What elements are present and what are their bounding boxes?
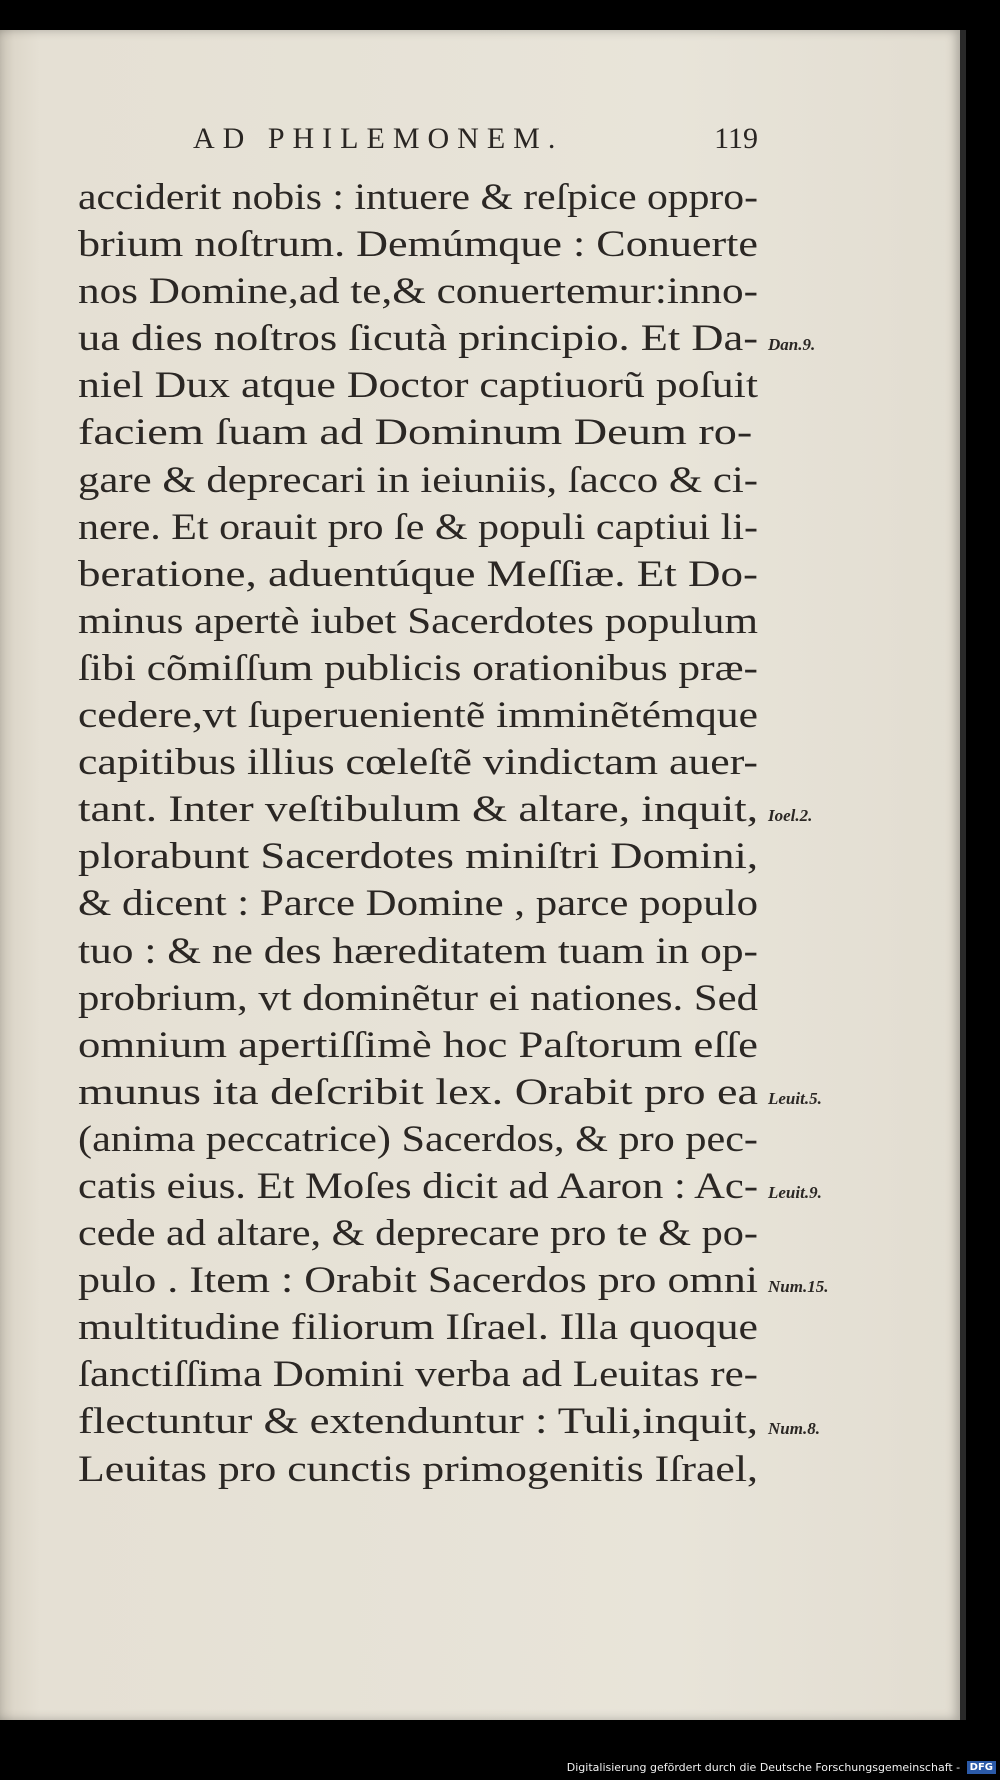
text-line-content: cedere,vt ſuperuenientẽ imminẽtémque: [78, 695, 758, 737]
text-line: [78, 268, 758, 315]
margin-note: Leuit.5.: [768, 1088, 822, 1108]
text-line: [78, 315, 758, 362]
text-line: [78, 174, 758, 221]
margin-note: Ioel.2.: [768, 806, 813, 826]
text-line: [78, 551, 758, 598]
running-title: AD PHILEMONEM.: [193, 122, 564, 155]
text-line: [78, 1116, 758, 1163]
text-line-content: munus ita deſcribit lex. Orabit pro ea: [78, 1071, 758, 1113]
dfg-logo: DFG: [967, 1761, 996, 1774]
text-line-content: tuo : & ne des hæreditatem tuam in op-: [78, 930, 758, 972]
text-line-content: acciderit nobis : intuere & reſpice oppro-: [78, 177, 758, 218]
text-line-content: gare & deprecari in ieiuniis, ſacco & ci-: [78, 459, 758, 501]
text-line-content: cede ad altare, & deprecare pro te & po-: [78, 1213, 758, 1255]
text-line-content: flectuntur & extenduntur : Tuli,inquit,: [78, 1401, 758, 1443]
text-line-content: (anima peccatrice) Sacerdos, & pro pec-: [78, 1118, 758, 1160]
text-line-content: ſanctiſſima Domini verba ad Leuitas re-: [78, 1354, 758, 1396]
text-line-content: minus apertè iubet Sacerdotes populum: [78, 600, 758, 642]
text-line-content: & dicent : Parce Domine , parce populo: [78, 883, 758, 925]
text-line: [78, 598, 758, 645]
text-line: [78, 739, 758, 786]
text-line: [78, 1257, 758, 1304]
text-line-content: Leuitas pro cunctis primogenitis Iſrael,: [78, 1448, 758, 1490]
page-header: [78, 122, 758, 168]
footer-bar: [0, 1752, 1000, 1780]
text-line-content: capitibus illius cœleſtẽ vindictam auer-: [78, 742, 758, 784]
text-line-content: tant. Inter veſtibulum & altare, inquit,: [78, 789, 758, 831]
text-line-content: catis eius. Et Moſes dicit ad Aaron : Ac-: [78, 1165, 759, 1207]
text-line-content: ua dies noſtros ſicutà principio. Et Da-: [78, 318, 758, 360]
text-line: [78, 457, 758, 504]
text-line: [78, 1446, 758, 1493]
credit-text: Digitalisierung gefördert durch die Deutsche Forschungsgemeinschaft -: [566, 1760, 961, 1774]
body-text: [78, 174, 758, 1493]
text-line: [78, 645, 758, 692]
text-line: [78, 1022, 758, 1069]
text-line-content: probrium, vt dominẽtur ei nationes. Sed: [78, 977, 758, 1019]
text-line-content: nos Domine,ad te,& conuertemur:inno-: [78, 271, 758, 313]
text-line-content: brium noſtrum. Demúmque : Conuerte: [78, 224, 758, 266]
text-line-content: pulo . Item : Orabit Sacerdos pro omni: [78, 1260, 759, 1302]
text-line-content: plorabunt Sacerdotes miniſtri Domini,: [78, 836, 758, 878]
text-line: [78, 928, 758, 975]
text-line: [78, 1351, 758, 1398]
text-line: [78, 504, 758, 551]
text-line: [78, 362, 758, 409]
text-line: [78, 221, 758, 268]
text-line-content: faciem ſuam ad Dominum Deum ro-: [78, 412, 753, 454]
text-line: [78, 833, 758, 880]
text-line-content: multitudine filiorum Iſrael. Illa quoque: [78, 1307, 758, 1349]
text-line: [78, 692, 758, 739]
text-line-content: ſibi cõmiſſum publicis orationibus præ-: [78, 647, 758, 689]
text-line: [78, 786, 758, 833]
margin-note: Dan.9.: [768, 335, 816, 355]
text-line: [78, 1163, 758, 1210]
text-line: [78, 1210, 758, 1257]
digitization-credit: [567, 1761, 996, 1775]
text-line-content: niel Dux atque Doctor captiuorũ poſuit: [78, 365, 758, 407]
text-line-content: nere. Et orauit pro ſe & populi captiui li-: [78, 506, 758, 548]
text-line-content: omnium apertiſſimè hoc Paſtorum eſſe: [78, 1024, 758, 1066]
text-line: [78, 975, 758, 1022]
margin-note: Leuit.9.: [768, 1183, 822, 1203]
text-line-content: beratione, aduentúque Meſſiæ. Et Do-: [78, 553, 758, 595]
text-line: [78, 1069, 758, 1116]
text-line: [78, 409, 758, 456]
text-line: [78, 1398, 758, 1445]
text-line: [78, 880, 758, 927]
margin-note: Num.15.: [768, 1277, 829, 1297]
margin-note: Num.8.: [768, 1418, 820, 1438]
text-line: [78, 1304, 758, 1351]
page-number: 119: [714, 122, 758, 155]
book-page: [0, 30, 960, 1720]
page-edge-shadow: [960, 30, 966, 1720]
